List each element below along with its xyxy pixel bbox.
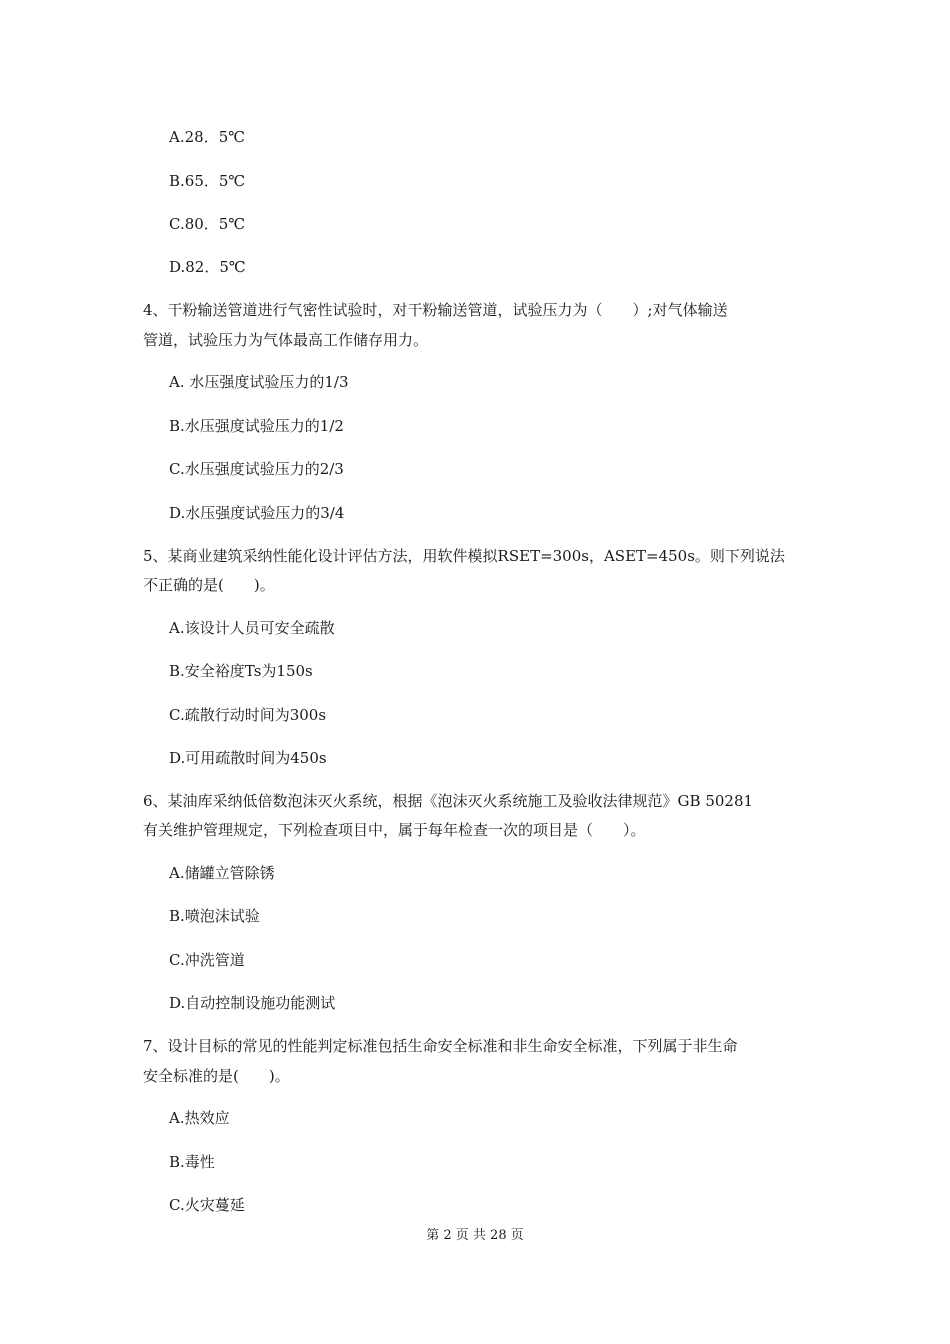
question-5-option-a: A.该设计人员可安全疏散 [169, 619, 335, 637]
question-4-option-c: C.水压强度试验压力的2/3 [169, 460, 344, 478]
question-6-option-b: B.喷泡沫试验 [169, 907, 260, 925]
question-5-stem-line-2: 不正确的是( )。 [143, 576, 275, 594]
question-6-option-c: C.冲洗管道 [169, 951, 245, 969]
question-7-option-c: C.火灾蔓延 [169, 1196, 245, 1214]
option-a: A.28．5℃ [169, 128, 246, 146]
question-4-option-d: D.水压强度试验压力的3/4 [169, 504, 345, 522]
page-number-footer: 第 2 页 共 28 页 [426, 1228, 524, 1243]
question-4-option-a: A. 水压强度试验压力的1/3 [169, 373, 349, 391]
question-7-stem-line-2: 安全标准的是( )。 [143, 1067, 290, 1085]
question-7-stem-line-1: 7、设计目标的常见的性能判定标准包括生命安全标准和非生命安全标准，下列属于非生命 [143, 1037, 738, 1055]
question-6-stem-line-2: 有关维护管理规定，下列检查项目中，属于每年检查一次的项目是（ ）。 [143, 821, 646, 839]
option-d: D.82．5℃ [169, 258, 246, 276]
question-5-option-d: D.可用疏散时间为450s [169, 749, 327, 767]
option-c: C.80．5℃ [169, 215, 246, 233]
question-5-option-b: B.安全裕度Ts为150s [169, 662, 313, 680]
question-4-stem-line-2: 管道，试验压力为气体最高工作储存用力。 [143, 331, 429, 349]
question-6-option-a: A.储罐立管除锈 [169, 864, 275, 882]
question-7-option-b: B.毒性 [169, 1153, 215, 1171]
question-4-stem-line-1: 4、干粉输送管道进行气密性试验时，对干粉输送管道，试验压力为（ ）;对气体输送 [143, 301, 728, 319]
question-6-option-d: D.自动控制设施功能测试 [169, 994, 336, 1012]
option-b: B.65．5℃ [169, 172, 246, 190]
question-7-option-a: A.热效应 [169, 1109, 230, 1127]
question-4-option-b: B.水压强度试验压力的1/2 [169, 417, 344, 435]
question-5-stem-line-1: 5、某商业建筑采纳性能化设计评估方法，用软件模拟RSET=300s，ASET=450s。则下列说法 [143, 547, 785, 565]
question-5-option-c: C.疏散行动时间为300s [169, 706, 327, 724]
question-6-stem-line-1: 6、某油库采纳低倍数泡沫灭火系统，根据《泡沫灭火系统施工及验收法律规范》GB 50281 [143, 792, 754, 810]
